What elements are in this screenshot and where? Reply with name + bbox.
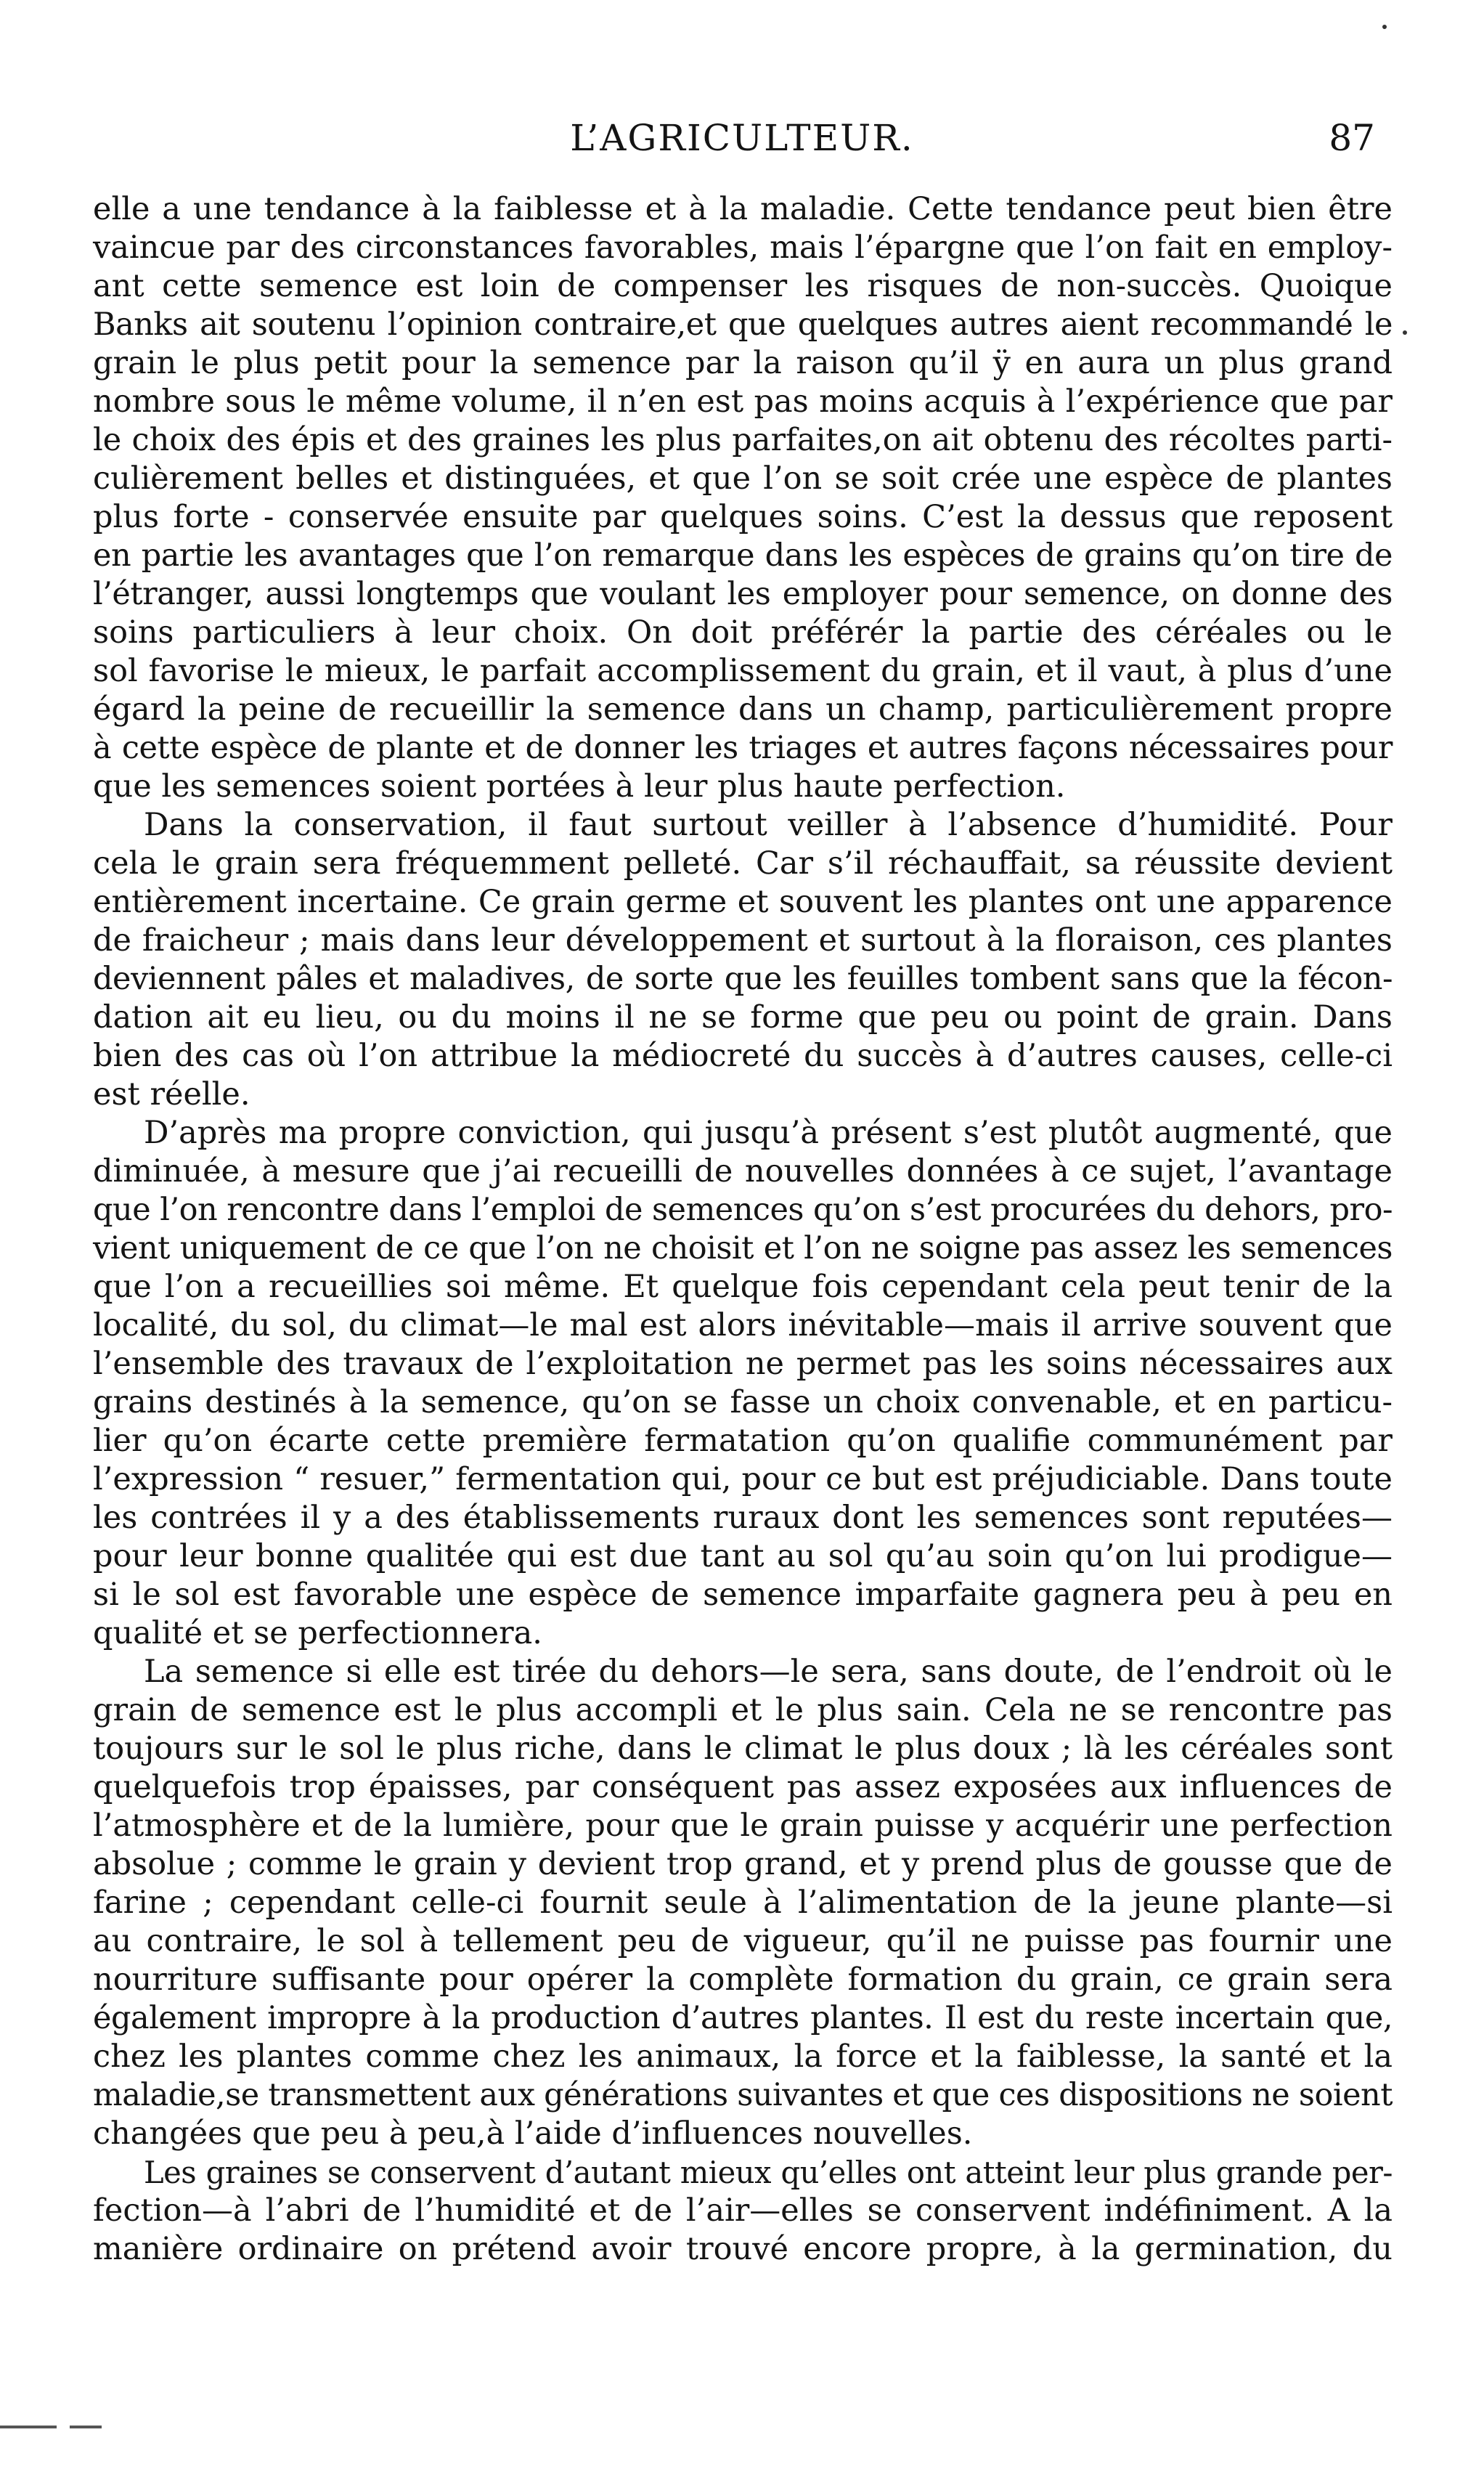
text-line: au contraire, le sol à tellement peu de vigueur, qu’il ne puisse pas fournir une (93, 1923, 1393, 1959)
text-line: sol favorise le mieux, le parfait accomplissement du grain, et il vaut, à plus d’une (93, 653, 1393, 689)
body-text (93, 190, 1393, 2269)
text-line: vaincue par des circonstances favorables, mais l’épargne que l’on fait en employ- (93, 229, 1393, 266)
text-line: de fraicheur ; mais dans leur développement et surtout à la floraison, ces plantes (93, 922, 1393, 959)
text-line: que l’on a recueillies soi même. Et quelque fois cependant cela peut tenir de la (93, 1269, 1393, 1305)
text-line: en partie les avantages que l’on remarque dans les espèces de grains qu’on tire de (93, 537, 1393, 574)
text-line: changées que peu à peu,à l’aide d’influences nouvelles. (93, 2115, 973, 2152)
text-line: pour leur bonne qualitée qui est due tant au sol qu’au soin qu’on lui prodigue— (93, 1538, 1393, 1574)
text-line: grain le plus petit pour la semence par la raison qu’il ÿ en aura un plus grand (93, 345, 1393, 381)
text-line: farine ; cependant celle-ci fournit seule à l’alimentation de la jeune plante—si (93, 1885, 1393, 1921)
margin-speck (1382, 25, 1387, 29)
text-line: ant cette semence est loin de compenser les risques de non-succès. Quoique (93, 268, 1393, 304)
text-line: maladie,se transmettent aux générations suivantes et que ces dispositions ne soient (93, 2077, 1393, 2113)
text-line: l’atmosphère et de la lumière, pour que le grain puisse y acquérir une perfection (93, 1808, 1393, 1844)
text-line: égard la peine de recueillir la semence dans un champ, particulièrement propre (93, 691, 1393, 728)
paragraph (93, 190, 1393, 806)
text-line: que l’on rencontre dans l’emploi de semences qu’on s’est procurées du dehors, pro- (93, 1192, 1393, 1228)
bottom-edge-marks (0, 2426, 1484, 2428)
text-line: qualité et se perfectionnera. (93, 1615, 542, 1651)
text-line: quelquefois trop épaisses, par conséquent pas assez exposées aux influences de (93, 1769, 1393, 1805)
text-line: grains destinés à la semence, qu’on se fasse un choix convenable, et en particu- (93, 1384, 1393, 1420)
text-line: est réelle. (93, 1076, 250, 1113)
text-line: D’après ma propre conviction, qui jusqu’à présent s’est plutôt augmenté, que (144, 1115, 1393, 1151)
text-line: La semence si elle est tirée du dehors—le sera, sans doute, de l’endroit où le (144, 1654, 1393, 1690)
text-line: toujours sur le sol le plus riche, dans le climat le plus doux ; là les céréales sont (93, 1731, 1393, 1767)
text-line: l’expression “ resuer,” fermentation qui, pour ce but est préjudiciable. Dans toute (93, 1461, 1393, 1497)
running-header (0, 116, 1484, 160)
margin-speck (1403, 330, 1407, 335)
text-line: culièrement belles et distinguées, et que l’on se soit crée une espèce de plantes (93, 460, 1393, 497)
text-line: plus forte - conservée ensuite par quelques soins. C’est la dessus que reposent (93, 499, 1393, 535)
text-line: nombre sous le même volume, il n’en est pas moins acquis à l’expérience que par (93, 383, 1393, 420)
text-line: l’étranger, aussi longtemps que voulant les employer pour semence, on donne des (93, 576, 1393, 612)
page-number: 87 (1329, 117, 1375, 159)
text-line: grain de semence est le plus accompli et le plus sain. Cela ne se rencontre pas (93, 1692, 1393, 1728)
running-title: L’AGRICULTEUR. (570, 117, 914, 159)
text-line: localité, du sol, du climat—le mal est alors inévitable—mais il arrive souvent que (93, 1307, 1393, 1343)
text-line: les contrées il y a des établissements ruraux dont les semences sont reputées— (93, 1500, 1393, 1536)
paragraph (93, 1114, 1393, 1653)
text-line: Dans la conservation, il faut surtout veiller à l’absence d’humidité. Pour (144, 807, 1393, 843)
text-line: manière ordinaire on prétend avoir trouvé encore propre, à la germination, du (93, 2231, 1393, 2267)
text-line: absolue ; comme le grain y devient trop grand, et y prend plus de gousse que de (93, 1846, 1393, 1882)
text-line: chez les plantes comme chez les animaux, la force et la faiblesse, la santé et la (93, 2038, 1393, 2075)
paragraph (93, 1653, 1393, 2153)
text-line: le choix des épis et des graines les plus parfaites,on ait obtenu des récoltes parti- (93, 422, 1393, 458)
paragraph (93, 2153, 1393, 2269)
text-line: dation ait eu lieu, ou du moins il ne se forme que peu ou point de grain. Dans (93, 999, 1393, 1036)
text-line: lier qu’on écarte cette première fermatation qu’on qualifie communément par (93, 1423, 1393, 1459)
text-line: nourriture suffisante pour opérer la complète formation du grain, ce grain sera (93, 1961, 1393, 1998)
text-line: elle a une tendance à la faiblesse et à la maladie. Cette tendance peut bien être (93, 191, 1393, 227)
text-line: cela le grain sera fréquemment pelleté. Car s’il réchauffait, sa réussite devient (93, 845, 1393, 882)
text-line: deviennent pâles et maladives, de sorte que les feuilles tombent sans que la fécon- (93, 961, 1393, 997)
text-line: bien des cas où l’on attribue la médiocreté du succès à d’autres causes, celle-ci (93, 1038, 1393, 1074)
text-line: entièrement incertaine. Ce grain germe et souvent les plantes ont une apparence (93, 884, 1393, 920)
text-line: à cette espèce de plante et de donner les triages et autres façons nécessaires pour (93, 730, 1393, 766)
text-line: Banks ait soutenu l’opinion contraire,et que quelques autres aient recommandé le (93, 306, 1393, 343)
text-line: soins particuliers à leur choix. On doit préférér la partie des céréales ou le (93, 614, 1393, 651)
text-line: vient uniquement de ce que l’on ne choisit et l’on ne soigne pas assez les semences (93, 1230, 1393, 1267)
text-line: si le sol est favorable une espèce de semence imparfaite gagnera peu à peu en (93, 1577, 1393, 1613)
paragraph (93, 806, 1393, 1114)
text-line: également impropre à la production d’autres plantes. Il est du reste incertain que, (93, 2000, 1393, 2036)
text-line: diminuée, à mesure que j’ai recueilli de nouvelles données à ce sujet, l’avantage (93, 1153, 1393, 1190)
text-line: que les semences soient portées à leur plus haute perfection. (93, 768, 1066, 805)
text-line: l’ensemble des travaux de l’exploitation ne permet pas les soins nécessaires aux (93, 1346, 1393, 1382)
text-line: Les graines se conservent d’autant mieux qu’elles ont atteint leur plus grande per- (144, 2155, 1393, 2190)
text-line: fection—à l’abri de l’humidité et de l’air—elles se conservent indéfiniment. A la (93, 2192, 1393, 2229)
